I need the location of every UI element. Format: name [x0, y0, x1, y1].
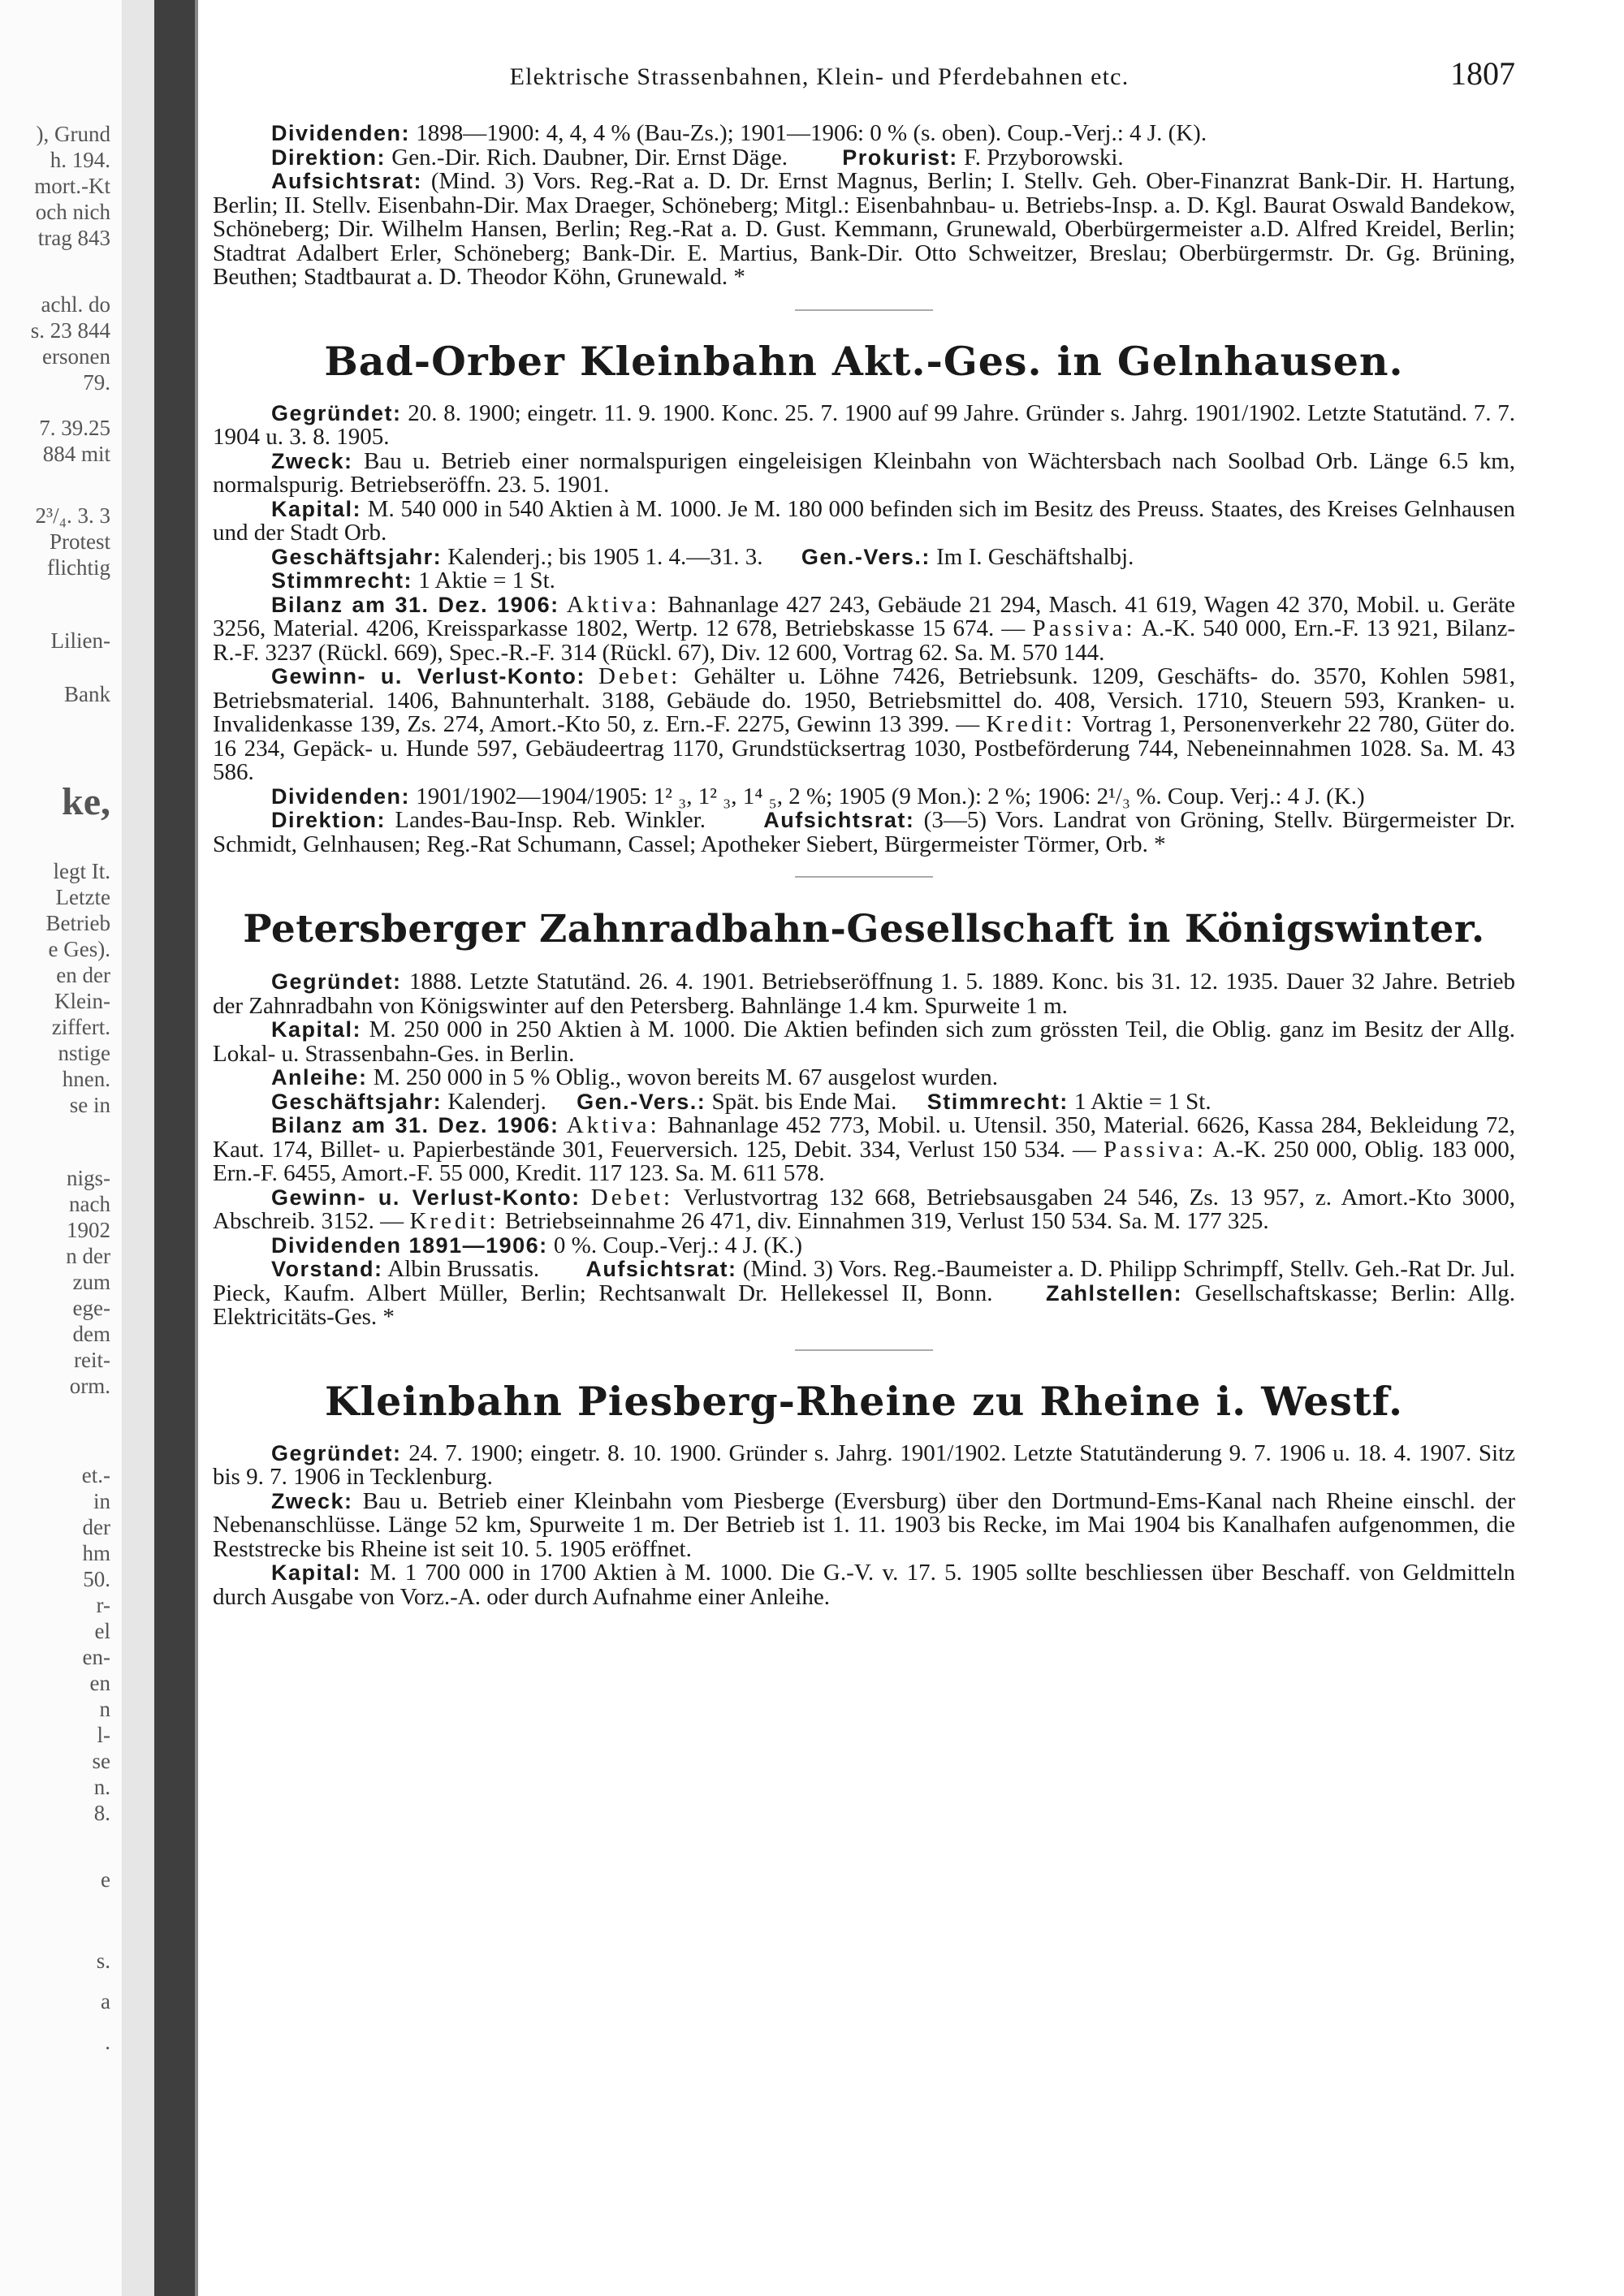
fragment: ), Grund: [36, 122, 110, 146]
fragment: dem: [72, 1322, 110, 1346]
fragment: achl. do: [41, 292, 110, 317]
entry-bilanz: Bilanz am 31. Dez. 1906: Aktiva: Bahnanlage 427 243, Gebäude 21 294, Masch. 41 619, Wagen 42 370, Mobil. u. Geräte 3256, Material. 4206, Kreissparkasse 1802, Wertp. 12 678, Betriebskasse 15 674. — Passiva: A.-K. 540 000, Ern.-F. 13 921, Bilanz-R.-F. 3237 (Rückl. 669), Spec.-R.-F. 314 (Rückl. 67), Div. 12 600, Vortrag 62. Sa. M. 570 144.: [213, 591, 1515, 666]
entry-vorstand: Vorstand: Albin Brussatis. Aufsichtsrat: (Mind. 3) Vors. Reg.-Baumeister a. D. Philipp Schrimpff, Stellv. Geh.-Rat Dr. Jul. Pieck, Kaufm. Albert Müller, Berlin; Rechtsanwalt Dr. Hellekessel II, Bonn. Zahlstellen: Gesellschaftskasse; Berlin: Allg. Elektricitäts-Ges. *: [213, 1256, 1516, 1330]
fragment: Letzte: [55, 885, 110, 909]
adjacent-page-strip: [0, 0, 122, 2296]
book-spine: [154, 0, 195, 2296]
fragment: s.: [96, 1949, 110, 1973]
company-title: Kleinbahn Piesberg-Rheine zu Rheine i. Westf.: [324, 1377, 1404, 1425]
page-number: 1807: [1450, 55, 1515, 92]
fragment: Protest: [49, 529, 110, 554]
entry-direktion: Direktion: Landes-Bau-Insp. Reb. Winkler. Aufsichtsrat: (3—5) Vors. Landrat von Gröning, Stellv. Bürgermeister Dr. Schmidt, Gelnhausen; Reg.-Rat Schumann, Cassel; Apotheker Siebert, Bürgermeister Törmer, Orb. *: [213, 807, 1515, 857]
fragment: .: [105, 2030, 110, 2054]
fragment: Klein-: [54, 989, 110, 1013]
running-head-title: Elektrische Strassenbahnen, Klein- und Pferdebahnen etc.: [509, 63, 1129, 90]
fragment: hnen.: [62, 1067, 110, 1091]
fragment: r-: [96, 1593, 110, 1617]
company-title: Petersberger Zahnradbahn-Gesellschaft in Königswinter.: [243, 907, 1485, 952]
fragment: orm.: [69, 1374, 110, 1398]
fragment: Bank: [64, 682, 110, 706]
entry-dividenden: Dividenden 1891—1906: 0 %. Coup.-Verj.: 4 J. (K.): [271, 1232, 802, 1258]
fragment: ersonen: [42, 344, 110, 369]
fragment: se in: [69, 1093, 110, 1117]
fragment: et.-: [81, 1463, 110, 1487]
fragment: e: [101, 1867, 110, 1892]
fragment: 50.: [83, 1567, 110, 1591]
prev-aufsichtsrat: Aufsichtsrat: (Mind. 3) Vors. Reg.-Rat a. D. Dr. Ernst Magnus, Berlin; I. Stellv. Geh. Ober-Finanzrat Bank-Dir. H. Hartung, Berlin; II. Stellv. Eisenbahn-Dir. Max Draeger, Schöneberg; Mitgl.: Eisenbahnbau- u. Betriebs-Insp. a. D. Kgl. Baurat Oswald Bandekow, Schöneberg; Dir. Wilhelm Hansen, Berlin; Reg.-Rat a. D. Gust. Kemmann, Grunewald, Oberbürgermeister a.D. Alfred Kreidel, Berlin; Stadtrat Adalbert Erler, Schöneberg; Bank-Dir. E. Martius, Bank-Dir. Otto Schweitzer, Breslau; Oberbürgermstr. Dr. Gg. Brüning, Beuthen; Stadtbaurat a. D. Theodor Köhn, Grunewald. *: [213, 168, 1515, 290]
fragment: Betrieb: [45, 911, 110, 935]
prev-dividenden: Dividenden: 1898—1900: 4, 4, 4 % (Bau-Zs.); 1901—1906: 0 % (s. oben). Coup.-Verj.: 4 J. (K).: [271, 120, 1207, 146]
company-title: Bad-Orber Kleinbahn Akt.-Ges. in Gelnhausen.: [324, 337, 1404, 385]
entry-zweck: Zweck: Bau u. Betrieb einer normalspurigen eingeleisigen Kleinbahn von Wächtersbach nach Soolbad Orb. Länge 6.5 km, normalspurig. Betriebseröffn. 23. 5. 1901.: [213, 447, 1516, 498]
entry-dividenden: Dividenden: 1901/1902—1904/1905: 1² ₃, 1² ₃, 1⁴ ₅, 2 %; 1905 (9 Mon.): 2 %; 1906: 2¹/₃ %. Coup. Verj.: 4 J. (K.): [271, 783, 1365, 809]
fragment: 2³/₄. 3. 3: [35, 503, 110, 528]
running-head: [213, 55, 1515, 106]
entry-gewinn-verlust: Gewinn- u. Verlust-Konto: Debet: Verlustvortrag 132 668, Betriebsausgaben 24 546, Zs. 13 957, z. Amort.-Kto 3000, Abschreib. 3152. — Kredit: Betriebseinnahme 26 471, div. Einnahmen 319, Verlust 150 534. Sa. M. 177 325.: [213, 1184, 1515, 1234]
fragment: mort.-Kt: [34, 174, 110, 198]
fragment: trag 843: [37, 226, 110, 250]
fragment: der: [82, 1515, 110, 1539]
separator-rule: [795, 876, 933, 878]
fragment: ke,: [62, 780, 110, 823]
entry-stimmrecht: Stimmrecht: 1 Aktie = 1 St.: [271, 568, 555, 593]
spine-edge: [195, 0, 198, 2296]
label: Dividenden:: [271, 121, 411, 145]
entry-zweck: Zweck: Bau u. Betrieb einer Kleinbahn vom Piesberge (Eversburg) über den Dortmund-Ems-Kanal nach Rheine einschl. der Nebenanschlüsse. Länge 52 km, Spurweite 1 m. Der Betrieb ist 1. 11. 1903 bis Recke, im Mai 1904 bis Kanalhafen aufgenommen, die Reststrecke bis Rheine ist seit 10. 5. 1905 eröffnet.: [213, 1487, 1516, 1562]
fragment: hm: [82, 1541, 110, 1565]
separator-rule: [795, 309, 933, 311]
fragment: Lilien-: [50, 628, 110, 653]
fragment: n der: [66, 1244, 110, 1268]
fragment: a: [101, 1989, 110, 2013]
entry-gegruendet: Gegründet: 20. 8. 1900; eingetr. 11. 9. 1900. Konc. 25. 7. 1900 auf 99 Jahre. Gründer s. Jahrg. 1901/1902. Letzte Statutänd. 7. 7. 1904 u. 3. 8. 1905.: [213, 399, 1515, 450]
fragment: ege-: [72, 1296, 110, 1320]
entry-anleihe: Anleihe: M. 250 000 in 5 % Oblig., wovon bereits M. 67 ausgelost wurden.: [271, 1064, 999, 1090]
prev-direktion: Direktion: Gen.-Dir. Rich. Daubner, Dir. Ernst Däge. Prokurist: F. Przyborowski.: [271, 144, 1124, 170]
fragment: ziffert.: [51, 1015, 110, 1039]
fragment: 1902: [67, 1218, 110, 1242]
fragment: 8.: [93, 1801, 110, 1825]
fragment: nach: [69, 1192, 110, 1216]
separator-rule: [795, 1349, 933, 1351]
fragment: s. 23 844: [30, 318, 110, 343]
entry-geschaeftsjahr: Geschäftsjahr: Kalenderj.; bis 1905 1. 4.—31. 3. Gen.-Vers.: Im I. Geschäftshalbj.: [271, 543, 1134, 570]
fragment: el: [94, 1619, 110, 1643]
entry-geschaeftsjahr: Geschäftsjahr: Kalenderj. Gen.-Vers.: Spät. bis Ende Mai. Stimmrecht: 1 Aktie = 1 St.: [271, 1088, 1212, 1115]
page-gutter: [122, 0, 154, 2296]
entry-gegruendet: Gegründet: 24. 7. 1900; eingetr. 8. 10. 1900. Gründer s. Jahrg. 1901/1902. Letzte Statutänderung 9. 7. 1906 u. 18. 4. 1907. Sitz bis 9. 7. 1906 in Tecklenburg.: [213, 1439, 1515, 1490]
entry-kapital: Kapital: M. 250 000 in 250 Aktien à M. 1000. Die Aktien befinden sich zum grössten Teil, die Oblig. ganz im Besitz der Allg. Lokal- u. Strassenbahn-Ges. in Berlin.: [213, 1016, 1515, 1067]
fragment: 79.: [83, 370, 110, 395]
entry-kapital: Kapital: M. 540 000 in 540 Aktien à M. 1000. Je M. 180 000 befinden sich im Besitz des Preuss. Staates, des Kreises Gelnhausen und der Stadt Orb.: [213, 495, 1515, 546]
fragment: en der: [56, 963, 110, 987]
fragment: se: [92, 1749, 110, 1773]
fragment: e Ges).: [48, 937, 110, 961]
fragment: en: [89, 1671, 110, 1695]
fragment: en-: [82, 1645, 110, 1669]
page-content: [213, 55, 1516, 1610]
fragment: l-: [97, 1723, 110, 1747]
fragment: nigs-: [67, 1166, 110, 1190]
entry-bilanz: Bilanz am 31. Dez. 1906: Aktiva: Bahnanlage 452 773, Mobil. u. Utensil. 350, Material. 6626, Kassa 284, Bekleidung 72, Kaut. 174, Billet- u. Papierbestände 301, Feuerversich. 125, Debit. 334, Verlust 150 534. — Passiva: A.-K. 250 000, Oblig. 183 000, Ern.-F. 6455, Amort.-F. 55 000, Kredit. 117 123. Sa. M. 611 578.: [213, 1112, 1515, 1186]
fragment: nstige: [58, 1041, 110, 1065]
fragment: och nich: [35, 200, 110, 224]
fragment: legt It.: [53, 859, 110, 883]
fragment: 7. 39.25: [39, 416, 110, 440]
fragment: h. 194.: [50, 148, 110, 172]
fragment: flichtig: [47, 555, 110, 580]
entry-gegruendet: Gegründet: 1888. Letzte Statutänd. 26. 4. 1901. Betriebseröffnung 1. 5. 1889. Konc. bis 31. 12. 1935. Dauer 32 Jahre. Betrieb der Zahnradbahn von Königswinter auf den Petersberg. Bahnlänge 1.4 km. Spurweite 1 m.: [213, 969, 1515, 1019]
entry-kapital: Kapital: M. 1 700 000 in 1700 Aktien à M. 1000. Die G.-V. v. 17. 5. 1905 sollte beschliessen über Beschaff. von Geldmitteln durch Ausgabe von Vorz.-A. oder durch Aufnahme einer Anleihe.: [213, 1560, 1516, 1610]
fragment: 884 mit: [42, 442, 110, 466]
fragment: reit-: [74, 1348, 110, 1372]
fragment: n: [99, 1697, 110, 1721]
fragment: zum: [72, 1270, 110, 1294]
entry-gewinn-verlust: Gewinn- u. Verlust-Konto: Debet: Gehälter u. Löhne 7426, Betriebsunk. 1209, Geschäfts- do. 3570, Kohlen 5981, Betriebsmaterial. 1406, Bahnunterhalt. 3188, Gebäude do. 1950, Betriebsmittel do. 408, Versich. 1710, Steuern 593, Kranken- u. Invalidenkasse 139, Zs. 274, Amort.-Kto 50, z. Ern.-F. 2275, Gewinn 13 399. — Kredit: Vortrag 1, Personenverkehr 22 780, Güter do. 16 234, Gepäck- u. Hunde 597, Gebäudeertrag 1170, Grundstücksertrag 1030, Postbeförderung 744, Nebeneinnahmen 1028. Sa. M. 43 586.: [213, 663, 1516, 785]
fragment: n.: [93, 1775, 110, 1799]
fragment: in: [93, 1489, 110, 1513]
